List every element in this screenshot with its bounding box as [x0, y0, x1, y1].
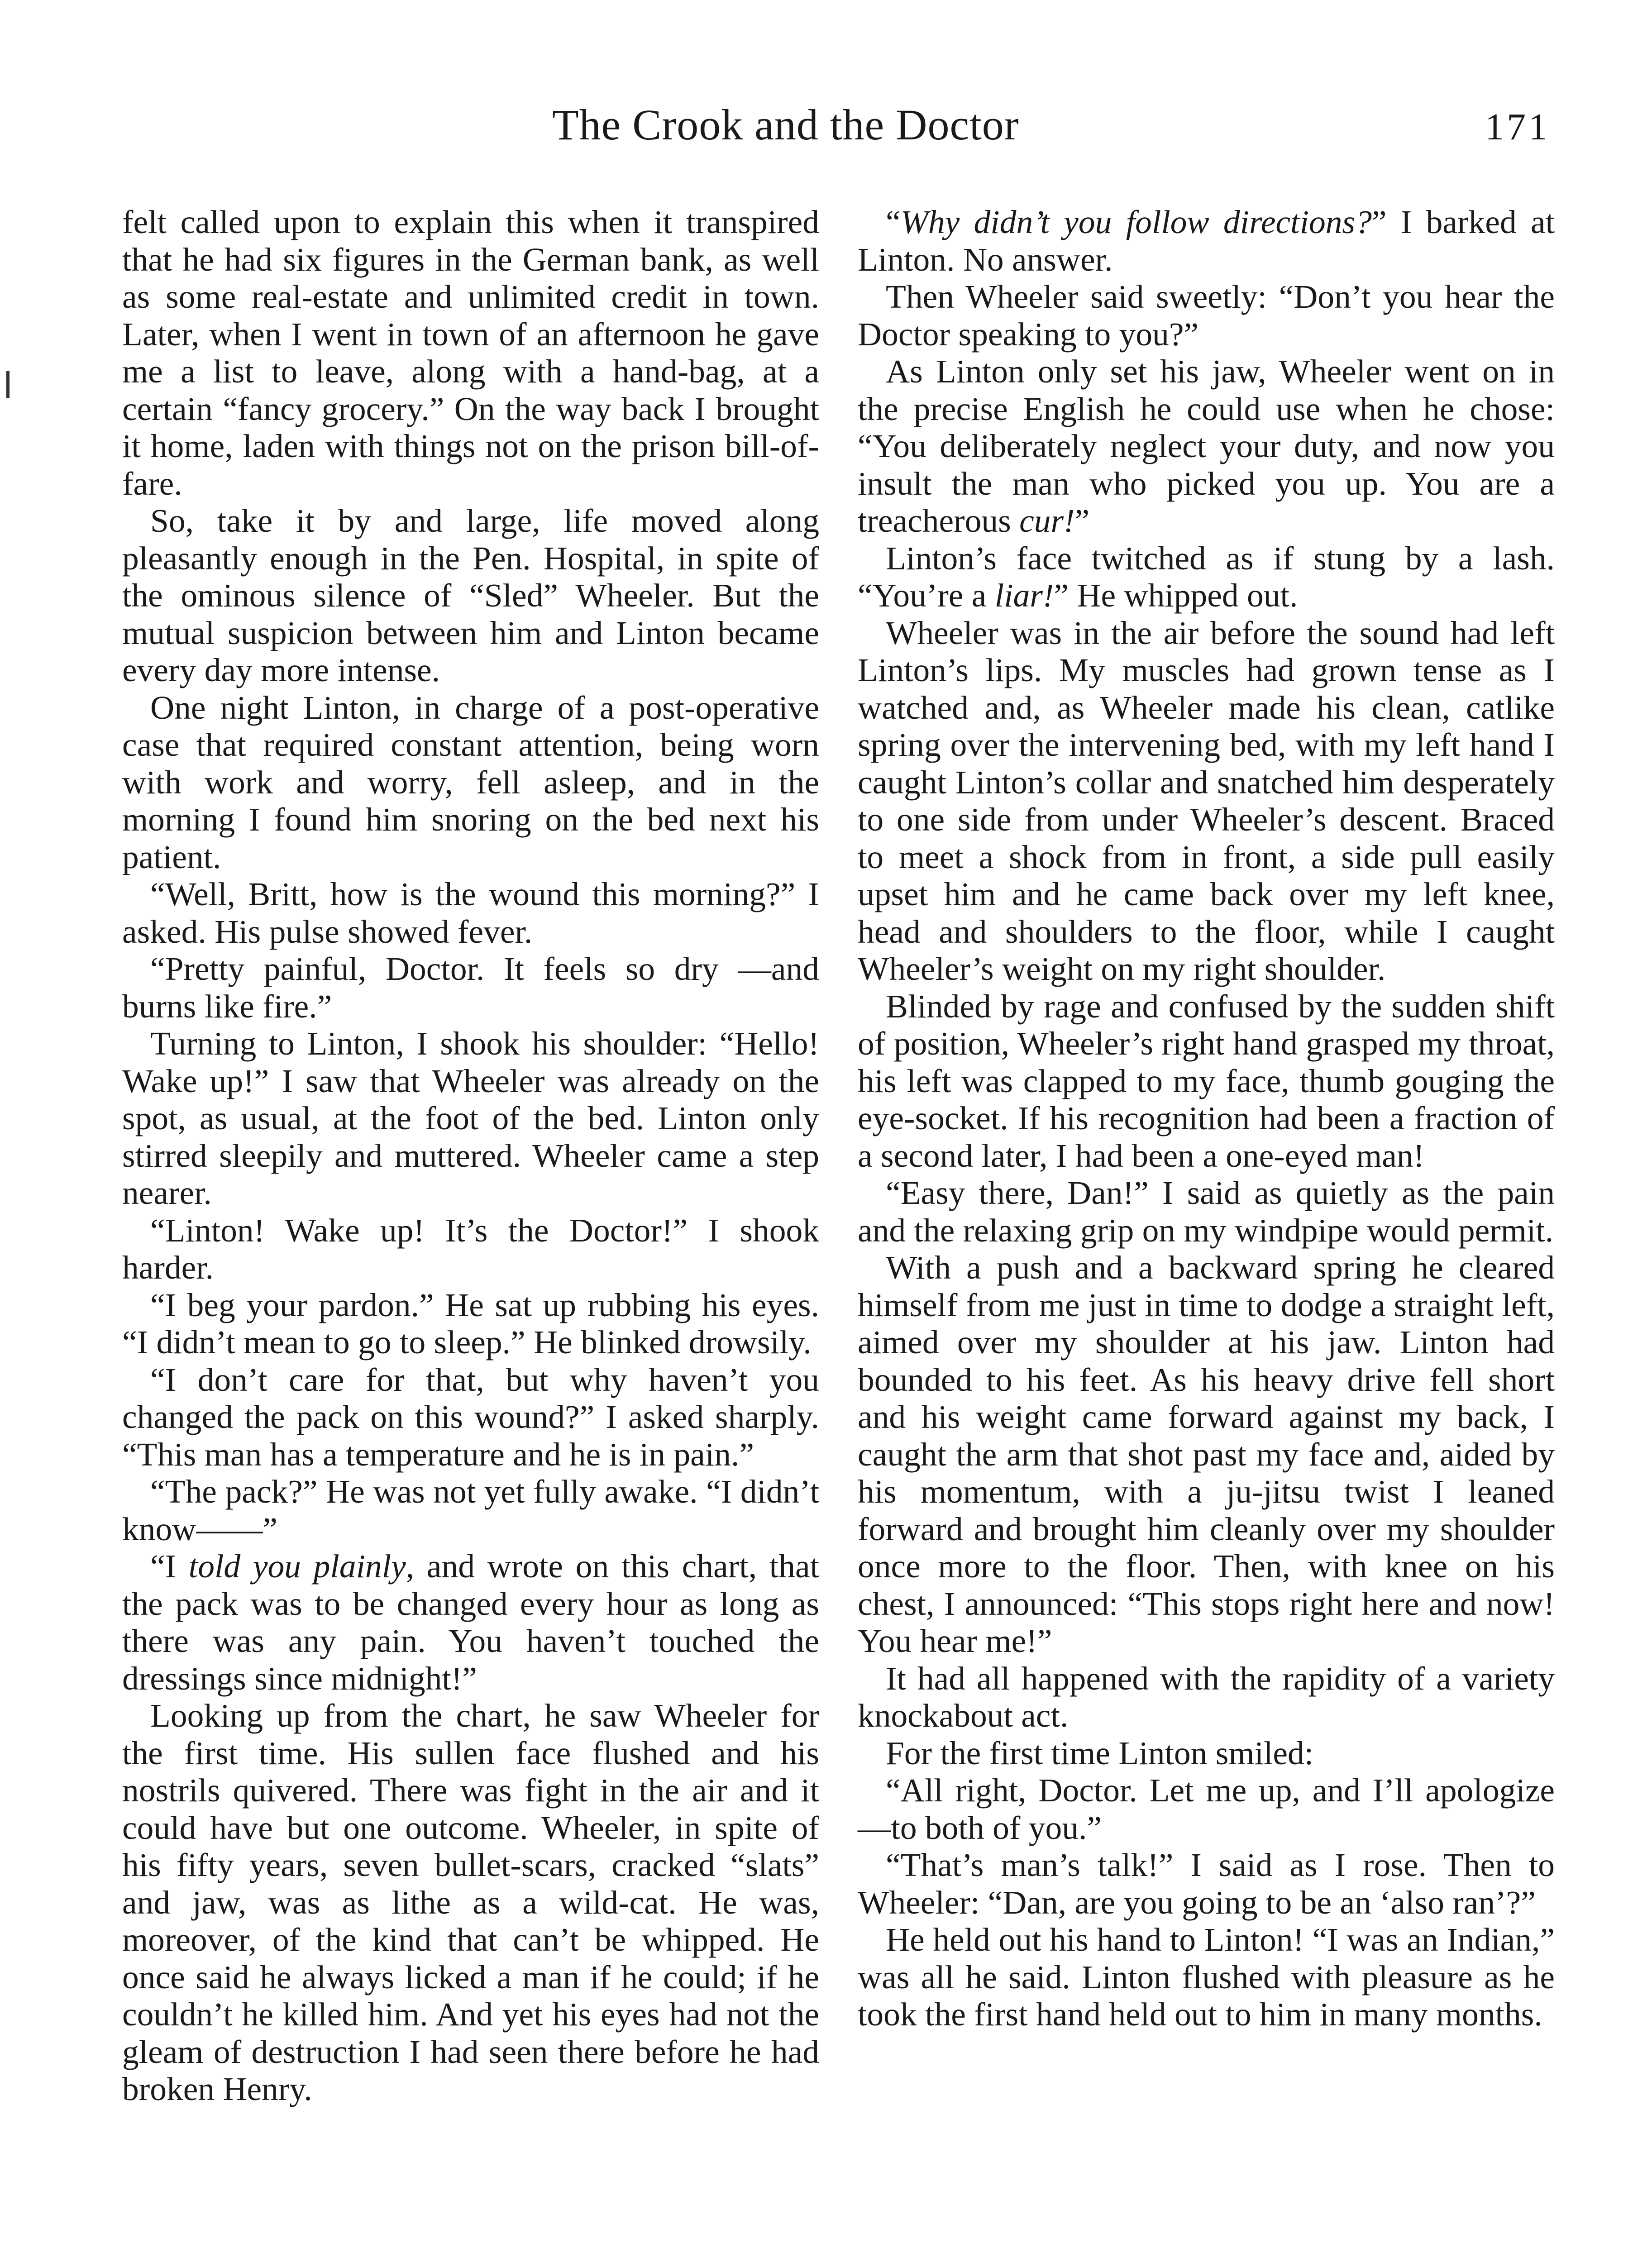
paragraph: “The pack?” He was not yet fully awake. “I didn’t know——” [122, 1473, 819, 1547]
paragraph: For the first time Linton smiled: [886, 1734, 1314, 1771]
paragraph: So, take it by and large, life moved along pleasantly enough in the Pen. Hospital, in spite of the ominous silence of “Sled” Wheeler. But the mutual suspicion between him and Linton became every day more intense. [122, 502, 819, 688]
paragraph: “Linton! Wake up! It’s the Doctor!” I shook harder. [122, 1212, 819, 1286]
page-number: 171 [1485, 106, 1550, 148]
paragraph: “Easy there, Dan!” I said as quietly as the pain and the relaxing grip on my windpipe would permit. [858, 1174, 1555, 1249]
paragraph: “Well, Britt, how is the wound this morning?” I asked. His pulse showed fever. [122, 876, 819, 950]
right-column [858, 204, 1555, 2034]
paragraph: “All right, Doctor. Let me up, and I’ll apologize—to both of you.” [858, 1772, 1555, 1846]
paragraph: It had all happened with the rapidity of a variety knockabout act. [858, 1660, 1555, 1734]
paragraph: Linton’s face twitched as if stung by a lash. “You’re a liar!” He whipped out. [858, 539, 1555, 614]
paragraph: Looking up from the chart, he saw Wheeler for the first time. His sullen face flushed and his nostrils quivered. There was fight in the air and it could have but one outcome. Wheeler, in spite of his fifty years, seven bullet-scars, cracked “slats” and jaw, was as lithe as a wild-cat. He was, moreover, of the kind that can’t be whipped. He once said he always licked a man if he could; if he couldn’t he killed him. And yet his eyes had not the gleam of destruction I had seen there before he had broken Henry. [122, 1697, 819, 2107]
paragraph: “Pretty painful, Doctor. It feels so dry —and burns like fire.” [122, 950, 819, 1025]
paragraph: “I don’t care for that, but why haven’t you changed the pack on this wound?” I asked sharply. “This man has a temperature and he is in pain.” [122, 1361, 819, 1473]
paragraph: “I beg your pardon.” He sat up rubbing his eyes. “I didn’t mean to go to sleep.” He blinked drowsily. [122, 1286, 819, 1361]
paragraph: As Linton only set his jaw, Wheeler went on in the precise English he could use when he chose: “You deliberately neglect your duty, and now you insult the man who picked you up. You are a treacherous cur!” [858, 353, 1555, 539]
paragraph: Turning to Linton, I shook his shoulder: “Hello! Wake up!” I saw that Wheeler was already on the spot, as usual, at the foot of the bed. Linton only stirred sleepily and muttered. Wheeler came a step nearer. [122, 1025, 819, 1211]
margin-mark [6, 371, 10, 398]
paragraph: “Why didn’t you follow directions?” I barked at Linton. No answer. [858, 204, 1555, 278]
paragraph: One night Linton, in charge of a post-operative case that required constant attention, being worn with work and worry, fell asleep, and in the morning I found him snoring on the bed next his patient. [122, 689, 819, 875]
paragraph: felt called upon to explain this when it transpired that he had six figures in the German bank, as well as some real-estate and unlimited credit in town. Later, when I went in town of an afternoon he gave me a list to leave, along with a hand-bag, at a certain “fancy grocery.” On the way back I brought it home, laden with things not on the prison bill-of-fare. [122, 204, 819, 502]
paragraph: Then Wheeler said sweetly: “Don’t you hear the Doctor speaking to you?” [858, 278, 1555, 353]
paragraph: Blinded by rage and confused by the sudden shift of position, Wheeler’s right hand grasped my throat, his left was clapped to my face, thumb gouging the eye-socket. If his recognition had been a fraction of a second later, I had been a one-eyed man! [858, 988, 1555, 1174]
paragraph: “That’s man’s talk!” I said as I rose. Then to Wheeler: “Dan, are you going to be an ‘also ran’?” [858, 1847, 1555, 1921]
left-column [122, 204, 819, 2108]
running-title: The Crook and the Doctor [552, 100, 1019, 149]
paragraph: With a push and a backward spring he cleared himself from me just in time to dodge a straight left, aimed over my shoulder at his jaw. Linton had bounded to his feet. As his heavy drive fell short and his weight came forward against my back, I caught the arm that shot past my face and, aided by his momentum, with a ju-jitsu twist I leaned forward and brought him cleanly over my shoulder once more to the floor. Then, with knee on his chest, I announced: “This stops right here and now! You hear me!” [858, 1249, 1555, 1659]
paragraph: “I told you plainly, and wrote on this chart, that the pack was to be changed every hour as long as there was any pain. You haven’t touched the dressings since midnight!” [122, 1548, 819, 1697]
paragraph: Wheeler was in the air before the sound had left Linton’s lips. My muscles had grown tense as I watched and, as Wheeler made his clean, catlike spring over the intervening bed, with my left hand I caught Linton’s collar and snatched him desperately to one side from under Wheeler’s descent. Braced to meet a shock from in front, a side pull easily upset him and he came back over my left knee, head and shoulders to the floor, while I caught Wheeler’s weight on my right shoulder. [858, 614, 1555, 987]
paragraph: He held out his hand to Linton! “I was an Indian,” was all he said. Linton flushed with pleasure as he took the first hand held out to him in many months. [858, 1921, 1555, 2033]
